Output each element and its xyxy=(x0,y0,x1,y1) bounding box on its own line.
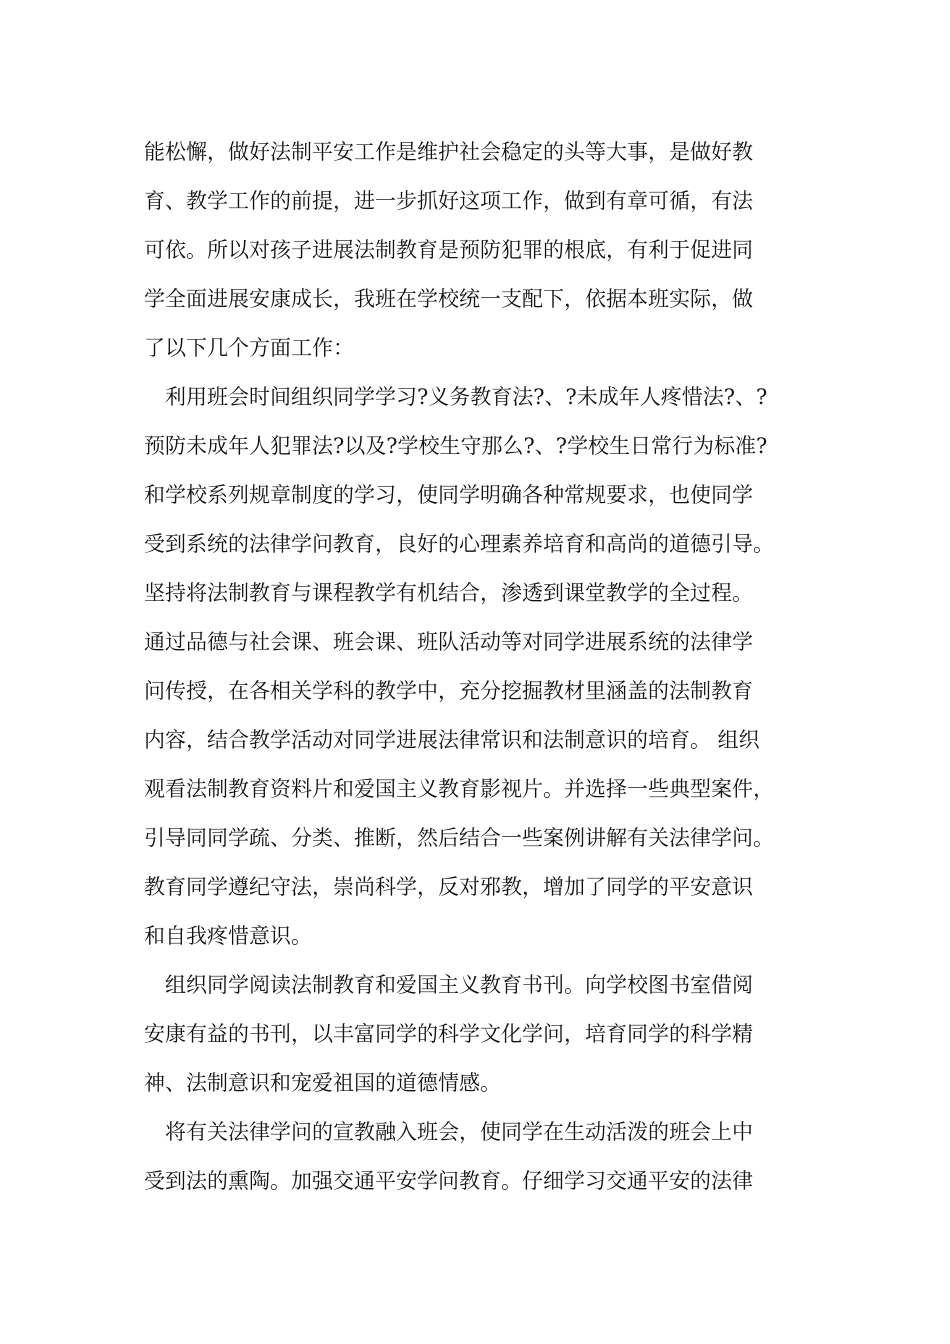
text-line: 引导同同学疏、分类、推断，然后结合一些案例讲解有关法律学问。 xyxy=(144,826,774,850)
text-line: 教育同学遵纪守法，崇尚科学，反对邪教，增加了同学的平安意识 xyxy=(144,875,753,899)
text-line: 和自我疼惜意识。 xyxy=(144,924,312,948)
text-line: 内容，结合教学活动对同学进展法律常识和法制意识的培育。 组织 xyxy=(144,728,760,752)
text-line: 可依。所以对孩子进展法制教育是预防犯罪的根底，有利于促进同 xyxy=(144,238,753,262)
text-line: 能松懈，做好法制平安工作是维护社会稳定的头等大事，是做好教 xyxy=(144,140,753,164)
paragraph-start-line: 组织同学阅读法制教育和爱国主义教育书刊。向学校图书室借阅 xyxy=(165,973,753,997)
document-body xyxy=(144,128,824,1206)
text-line: 和学校系列规章制度的学习，使同学明确各种常规要求，也使同学 xyxy=(144,483,753,507)
text-line: 了以下几个方面工作： xyxy=(144,336,354,360)
text-line: 安康有益的书刊，以丰富同学的科学文化学问，培育同学的科学精 xyxy=(144,1022,753,1046)
text-line: 观看法制教育资料片和爱国主义教育影视片。并选择一些典型案件， xyxy=(144,777,774,801)
text-line: 预防未成年人犯罪法?以及?学校生守那么?、?学校生日常行为标准? xyxy=(144,434,768,458)
text-line: 受到法的熏陶。加强交通平安学问教育。仔细学习交通平安的法律 xyxy=(144,1169,753,1193)
text-line: 坚持将法制教育与课程教学有机结合，渗透到课堂教学的全过程。 xyxy=(144,581,753,605)
text-line: 受到系统的法律学问教育，良好的心理素养培育和高尚的道德引导。 xyxy=(144,532,774,556)
text-line: 通过品德与社会课、班会课、班队活动等对同学进展系统的法律学 xyxy=(144,630,753,654)
text-line: 问传授，在各相关学科的教学中，充分挖掘教材里涵盖的法制教育 xyxy=(144,679,753,703)
text-line: 神、法制意识和宠爱祖国的道德情感。 xyxy=(144,1071,501,1095)
text-line: 学全面进展安康成长，我班在学校统一支配下，依据本班实际，做 xyxy=(144,287,753,311)
paragraph-start-line: 利用班会时间组织同学学习?义务教育法?、?未成年人疼惜法?、? xyxy=(165,385,768,409)
text-line: 育、教学工作的前提，进一步抓好这项工作，做到有章可循，有法 xyxy=(144,189,753,213)
paragraph-start-line: 将有关法律学问的宣教融入班会，使同学在生动活泼的班会上中 xyxy=(165,1120,753,1144)
